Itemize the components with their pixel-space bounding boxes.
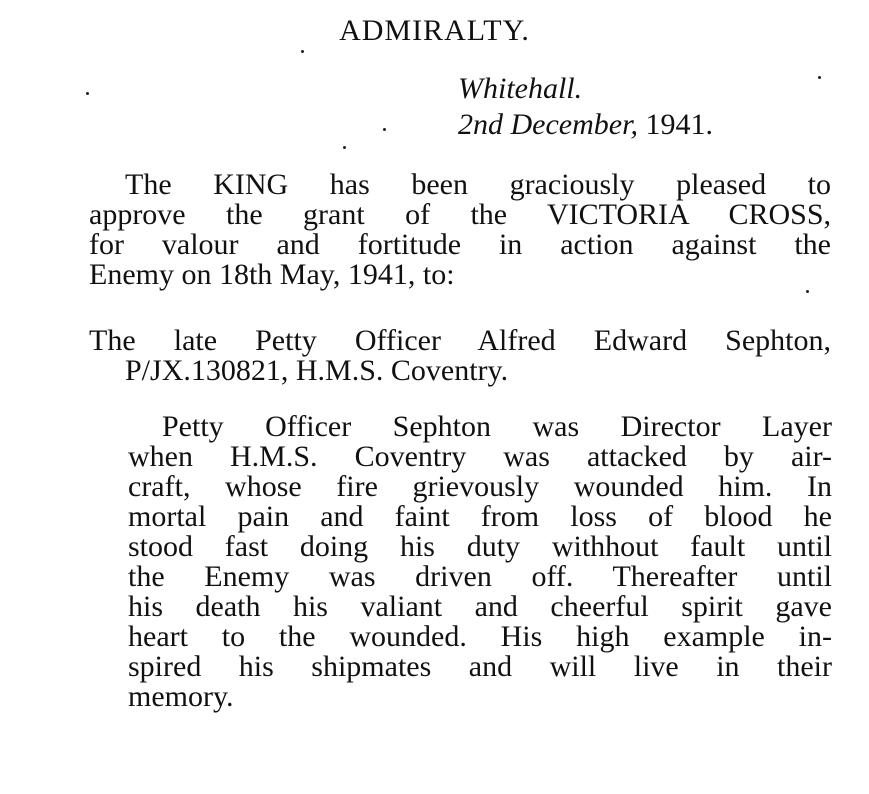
scan-speck [86, 92, 89, 95]
recipient-service-line: P/JX.130821, H.M.S. Coventry. [125, 354, 509, 387]
announcement-line: Enemy on 18th May, 1941, to: [89, 258, 455, 291]
citation-line: his death his valiant and cheerful spirit gave [128, 590, 832, 623]
citation-line: mortal pain and faint from loss of blood he [128, 500, 832, 533]
citation-line: when H.M.S. Coventry was attacked by air- [128, 440, 832, 473]
scan-speck [818, 76, 821, 79]
citation-line: heart to the wounded. His high example in- [128, 620, 832, 653]
scan-speck [383, 128, 386, 131]
citation-paragraph [128, 412, 832, 712]
scan-speck [343, 146, 346, 149]
citation-line: memory. [128, 680, 234, 713]
department-heading: ADMIRALTY. [339, 14, 530, 47]
dateline-day-month: 2nd December, [458, 108, 638, 141]
announcement-line: for valour and fortitude in action against the [89, 228, 831, 261]
dateline-place: Whitehall. [458, 72, 583, 105]
announcement-line: approve the grant of the VICTORIA CROSS, [89, 198, 831, 231]
citation-line: stood fast doing his duty withhout fault until [128, 530, 832, 563]
citation-line: spired his shipmates and will live in their [128, 650, 832, 683]
announcement-paragraph [89, 170, 831, 290]
citation-line: craft, whose fire grievously wounded him. In [128, 470, 832, 503]
dateline-year: 1941. [645, 108, 713, 141]
dateline-date [458, 108, 713, 142]
recipient-name-line: The late Petty Officer Alfred Edward Sephton, [89, 324, 831, 357]
scan-speck [806, 290, 809, 293]
citation-line: the Enemy was driven off. Thereafter until [128, 560, 832, 593]
scan-speck [301, 50, 304, 53]
announcement-line: The KING has been graciously pleased to [125, 168, 831, 201]
citation-line: Petty Officer Sephton was Director Layer [162, 410, 832, 443]
recipient-entry [89, 326, 831, 386]
